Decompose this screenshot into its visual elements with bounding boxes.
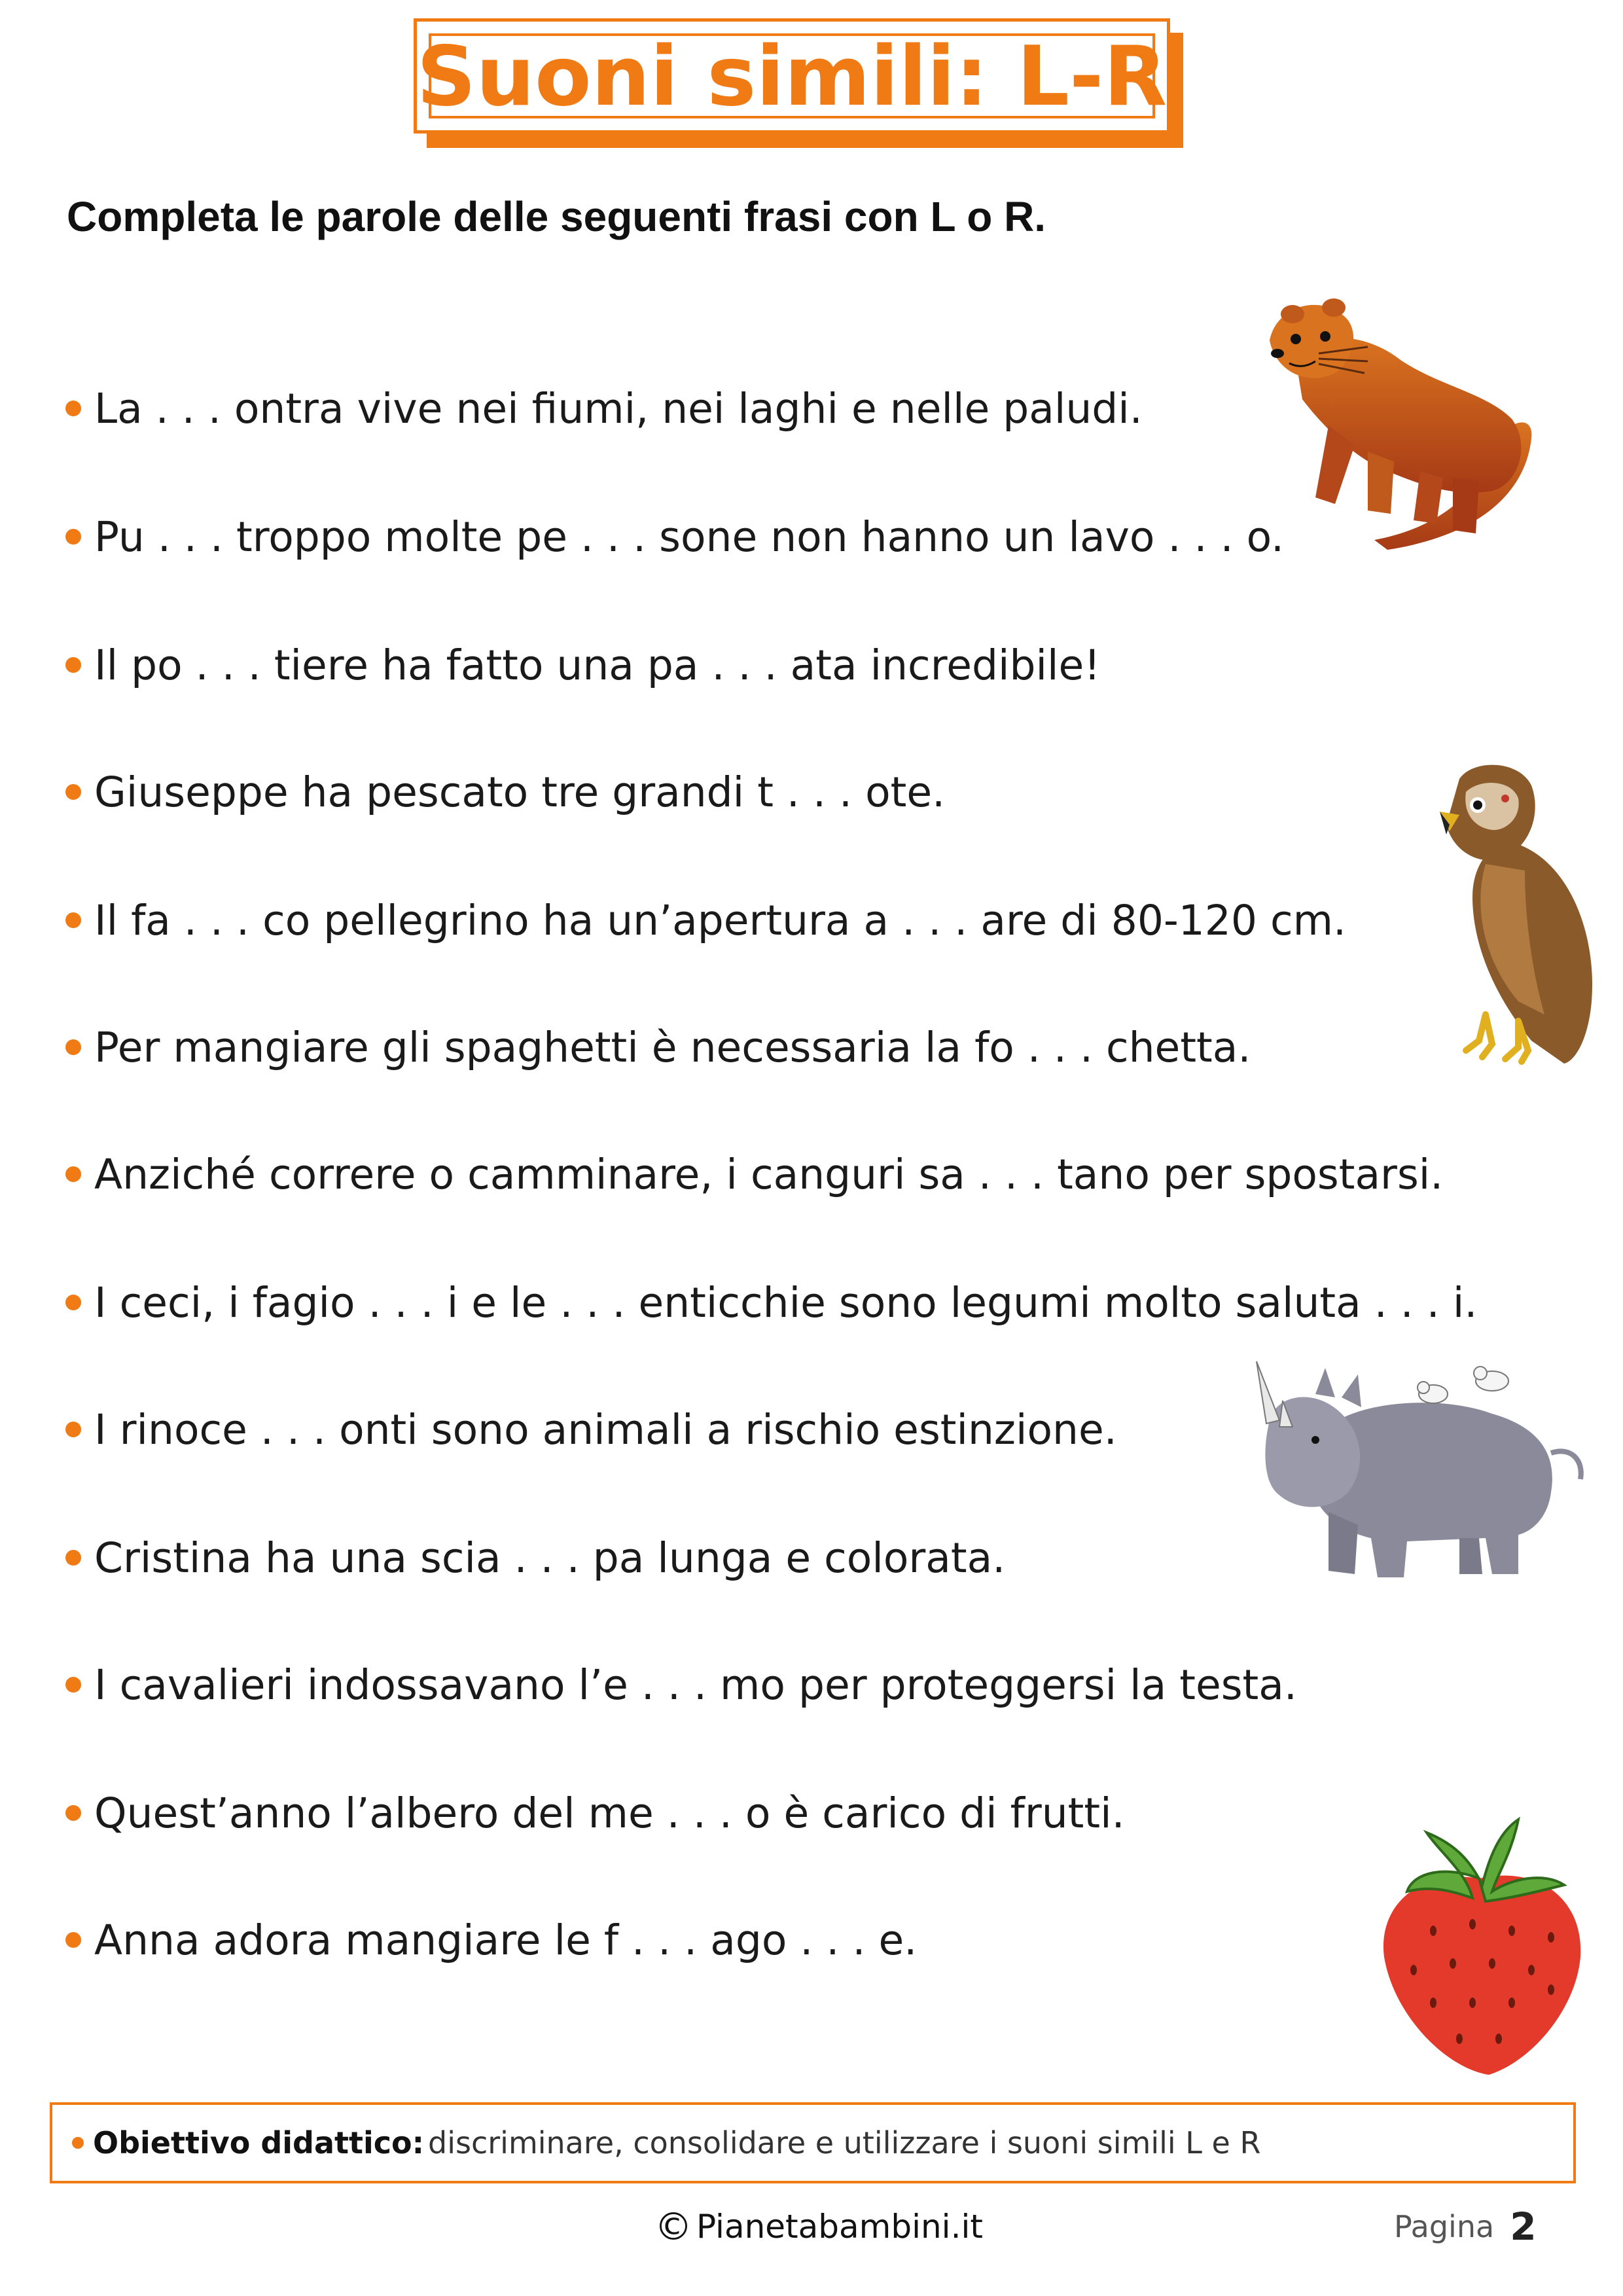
sentence-text: Pu . . . troppo molte pe . . . sone non hanno un lavo . . . o. — [94, 512, 1285, 561]
sentence-text: Cristina ha una scia . . . pa lunga e colorata. — [94, 1534, 1006, 1582]
sentence-text: Quest’anno l’albero del me . . . o è carico di frutti. — [94, 1789, 1125, 1837]
page-number: 2 — [1510, 2204, 1537, 2249]
sentence-item — [65, 1008, 1251, 1086]
page-title: Suoni simili: L-R — [416, 27, 1168, 124]
sentence-item — [65, 626, 1100, 704]
sentence-text: Per mangiare gli spaghetti è necessaria la fo . . . chetta. — [94, 1023, 1251, 1071]
brand-name: Pianetabambini.it — [696, 2208, 983, 2246]
sentence-item — [65, 369, 1143, 448]
bullet-icon — [65, 529, 81, 545]
sentence-text: Giuseppe ha pescato tre grandi t . . . ote. — [94, 768, 946, 816]
sentence-text: Il fa . . . co pellegrino ha un’apertura a . . . are di 80-120 cm. — [94, 896, 1346, 944]
sentence-item — [65, 1774, 1125, 1852]
goal-text: discriminare, consolidare e utilizzare i suoni simili L e R — [428, 2125, 1261, 2161]
sentence-text: Anziché correre o camminare, i canguri sa . . . tano per spostarsi. — [94, 1150, 1444, 1198]
bullet-icon — [65, 784, 81, 800]
copyright-icon: © — [654, 2204, 692, 2249]
sentence-text: Anna adora mangiare le f . . . ago . . . e. — [94, 1916, 918, 1964]
bullet-icon — [65, 401, 81, 416]
title-banner — [414, 18, 1183, 148]
sentence-text: La . . . ontra vive nei fiumi, nei laghi e nelle paludi. — [94, 384, 1143, 433]
sentence-item — [65, 1901, 917, 1979]
bullet-icon — [65, 1039, 81, 1055]
title-outer-frame — [414, 18, 1170, 134]
brand — [654, 2200, 983, 2253]
sentence-item — [65, 1390, 1117, 1469]
sentence-text: I rinoce . . . onti sono animali a rischio estinzione. — [94, 1405, 1117, 1454]
bullet-icon — [65, 912, 81, 928]
bullet-icon — [65, 1166, 81, 1182]
sentence-item — [65, 1518, 1005, 1597]
bullet-icon — [65, 1805, 81, 1821]
bullet-icon — [65, 1932, 81, 1948]
learning-goal-box — [50, 2102, 1576, 2183]
instruction-text: Completa le parole delle seguenti frasi con L o R. — [67, 193, 1046, 240]
strawberry-icon — [1368, 1806, 1590, 2081]
bullet-icon — [65, 1550, 81, 1566]
bullet-icon — [65, 1295, 81, 1310]
page-indicator — [1394, 2200, 1537, 2253]
bullet-icon — [65, 1422, 81, 1437]
goal-label: Obiettivo didattico: — [93, 2125, 425, 2161]
sentence-item — [65, 753, 945, 831]
sentence-text: Il po . . . tiere ha fatto una pa . . . ata incredibile! — [94, 641, 1101, 689]
sentence-item — [65, 1263, 1477, 1342]
bullet-icon — [65, 657, 81, 673]
falcon-icon — [1420, 753, 1603, 1067]
sentence-item — [65, 1645, 1297, 1724]
rhino-icon — [1243, 1348, 1597, 1590]
sentence-item — [65, 497, 1284, 576]
bullet-icon — [65, 1677, 81, 1693]
sentence-item — [65, 881, 1346, 960]
sentence-text: I ceci, i fagio . . . i e le . . . enticchie sono legumi molto saluta . . . i. — [94, 1278, 1478, 1327]
otter-icon — [1257, 288, 1597, 563]
sentence-text: I cavalieri indossavano l’e . . . mo per proteggersi la testa. — [94, 1660, 1297, 1709]
bullet-icon — [72, 2137, 84, 2149]
page-label: Pagina — [1394, 2209, 1495, 2244]
sentence-item — [65, 1135, 1443, 1213]
